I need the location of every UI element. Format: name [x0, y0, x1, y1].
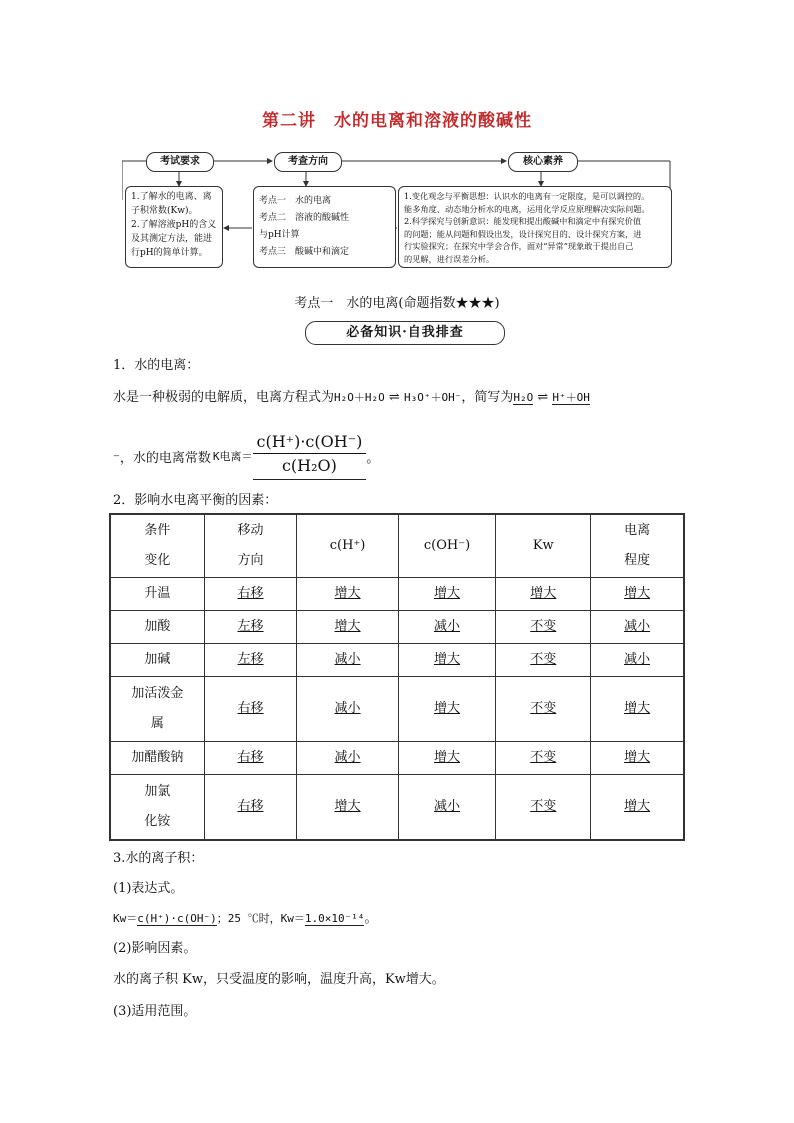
value-cell: 增大: [591, 775, 684, 841]
table-row: [110, 611, 684, 644]
table-row: [110, 742, 684, 775]
table-header-cell: 条件 变化: [110, 514, 204, 578]
value-cell: 不变: [496, 611, 591, 644]
value-cell: 右移: [204, 742, 297, 775]
value-cell: 增大: [591, 677, 684, 742]
condition-cell: 加氯 化铵: [110, 775, 204, 841]
p3-2: (2)影响因素。: [113, 941, 197, 956]
value-cell: 增大: [398, 578, 496, 611]
exam-direction-box: 考点一 水的电离 考点二 溶液的酸碱性 与pH计算 考点三 酸碱中和滴定: [253, 186, 396, 268]
value-cell: 增大: [398, 677, 496, 742]
factors-table: [109, 513, 685, 841]
table-header-cell: c(OH⁻): [398, 514, 496, 578]
value-cell: 右移: [204, 677, 297, 742]
exam-requirements-box: 1.了解水的电离、离 子积常数(Kw)。 2.了解溶液pH的含义 及其测定方法，能进 行pH的简单计算。: [125, 186, 223, 268]
value-cell: 减小: [398, 775, 496, 841]
table-header-row: [110, 514, 684, 578]
value-cell: 右移: [204, 775, 297, 841]
p3-3: (3)适用范围。: [113, 1004, 197, 1019]
value-cell: 不变: [496, 677, 591, 742]
condition-cell: 加醋酸钠: [110, 742, 204, 775]
condition-cell: 升温: [110, 578, 204, 611]
reversible-arrow-icon: ⇌: [388, 390, 400, 405]
p1-constant-line: ⁻，水的电离常数 K电离＝ $\frac{c(H^+)\cdot c(OH^-)}{\text{c(H₂O)}}$ 。: [113, 428, 379, 484]
table-header-cell: 电离 程度: [591, 514, 684, 578]
header-exam-direction: 考查方向: [274, 152, 342, 172]
condition-cell: 加碱: [110, 644, 204, 677]
value-cell: 减小: [297, 742, 398, 775]
value-cell: 不变: [496, 644, 591, 677]
value-cell: 不变: [496, 742, 591, 775]
table-row: [110, 677, 684, 742]
value-cell: 左移: [204, 644, 297, 677]
condition-cell: 加活泼金 属: [110, 677, 204, 742]
p3-1: (1)表达式。: [113, 881, 184, 896]
p1-line: 水是一种极弱的电解质，电离方程式为H₂O＋H₂O ⇌ H₃O⁺＋OH⁻，简写为H₂O ⇌ H⁺＋OH: [113, 390, 590, 405]
value-cell: 右移: [204, 578, 297, 611]
header-exam-requirements: 考试要求: [146, 152, 214, 172]
table-header-cell: Kw: [496, 514, 591, 578]
value-cell: 减小: [591, 644, 684, 677]
table-header-cell: 移动 方向: [204, 514, 297, 578]
concept-diagram: [122, 148, 674, 273]
page-title: 第二讲 水的电离和溶液的酸碱性: [262, 111, 532, 131]
condition-cell: 加酸: [110, 611, 204, 644]
p3-heading: 3.水的离子积：: [113, 851, 204, 866]
value-cell: 增大: [398, 742, 496, 775]
value-cell: 增大: [297, 611, 398, 644]
p2-heading: 2．影响水电离平衡的因素：: [113, 493, 278, 508]
reversible-arrow-icon: ⇌: [537, 390, 549, 405]
kw-expression-line: Kw＝c(H⁺)·c(OH⁻)；25 ℃时，Kw＝1.0×10⁻¹⁴。: [113, 911, 378, 926]
value-cell: 增大: [297, 775, 398, 841]
table-row: [110, 775, 684, 841]
value-cell: 左移: [204, 611, 297, 644]
section-heading: 考点一 水的电离(命题指数★★★): [294, 296, 500, 311]
table-row: [110, 578, 684, 611]
table-header-cell: c(H⁺): [297, 514, 398, 578]
ionization-constant-fraction: $\frac{c(H^+)\cdot c(OH^-)}{\text{c(H₂O)}}$: [253, 432, 367, 480]
value-cell: 增大: [297, 578, 398, 611]
value-cell: 减小: [591, 611, 684, 644]
value-cell: 减小: [398, 611, 496, 644]
p3-2-text: 水的离子积 Kw，只受温度的影响，温度升高，Kw增大。: [113, 972, 445, 987]
value-cell: 减小: [297, 644, 398, 677]
value-cell: 增大: [398, 644, 496, 677]
value-cell: 不变: [496, 775, 591, 841]
core-literacy-box: 1.变化观念与平衡思想：认识水的电离有一定限度，是可以调控的。 能多角度、动态地分析水的电离，运用化学反应原理解决实际问题。 2.科学探究与创新意识：能发现和提出酸碱中和滴定中有探究价值 的问题；能从问题和假设出发，设计探究目的、设计探究方案，进 行实验探究；在探究中学会合作，面对“异常”现象敢于提出自己 的见解，进行误差分析。: [398, 186, 672, 268]
section-banner: 必备知识·自我排查: [305, 321, 505, 345]
value-cell: 增大: [496, 578, 591, 611]
value-cell: 减小: [297, 677, 398, 742]
p1-heading: 1．水的电离：: [113, 358, 200, 373]
table-row: [110, 644, 684, 677]
value-cell: 增大: [591, 742, 684, 775]
header-core-literacy: 核心素养: [508, 152, 578, 172]
value-cell: 增大: [591, 578, 684, 611]
